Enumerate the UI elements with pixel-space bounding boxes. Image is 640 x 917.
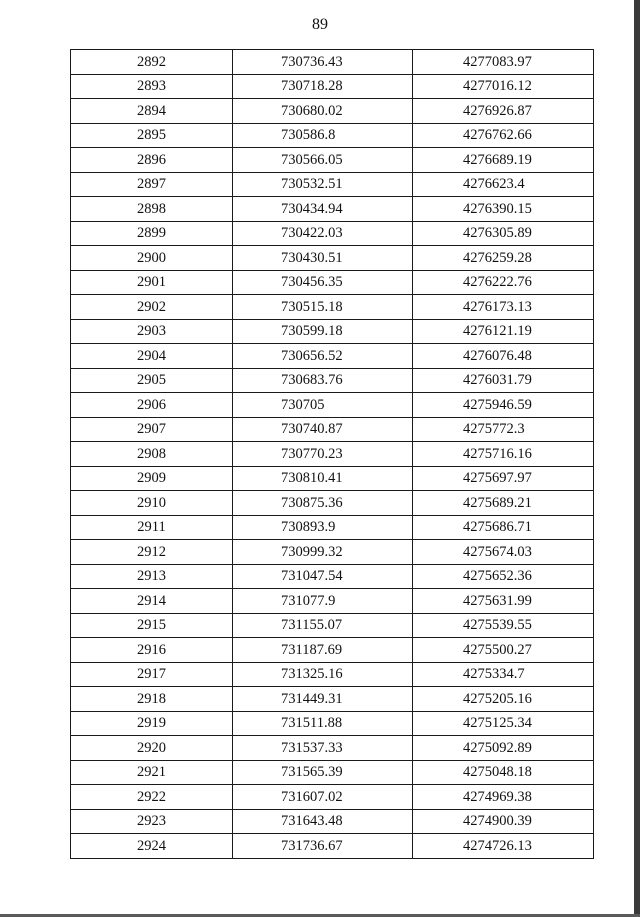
y-coordinate-cell: 4275205.16 bbox=[413, 687, 594, 712]
table-row bbox=[71, 785, 594, 810]
table-row bbox=[71, 74, 594, 99]
x-coordinate-cell: 730656.52 bbox=[233, 344, 413, 369]
point-number-cell: 2924 bbox=[71, 834, 233, 859]
y-coordinate-cell: 4276121.19 bbox=[413, 319, 594, 344]
y-coordinate-cell: 4275674.03 bbox=[413, 540, 594, 565]
point-number-cell: 2920 bbox=[71, 736, 233, 761]
table-row bbox=[71, 809, 594, 834]
y-coordinate-cell: 4276173.13 bbox=[413, 295, 594, 320]
table-row bbox=[71, 295, 594, 320]
point-number-cell: 2909 bbox=[71, 466, 233, 491]
point-number-cell: 2895 bbox=[71, 123, 233, 148]
point-number-cell: 2915 bbox=[71, 613, 233, 638]
table-row bbox=[71, 221, 594, 246]
table-row bbox=[71, 589, 594, 614]
table-row bbox=[71, 417, 594, 442]
point-number-cell: 2904 bbox=[71, 344, 233, 369]
x-coordinate-cell: 730683.76 bbox=[233, 368, 413, 393]
y-coordinate-cell: 4275686.71 bbox=[413, 515, 594, 540]
y-coordinate-cell: 4276926.87 bbox=[413, 99, 594, 124]
point-number-cell: 2922 bbox=[71, 785, 233, 810]
x-coordinate-cell: 730515.18 bbox=[233, 295, 413, 320]
point-number-cell: 2901 bbox=[71, 270, 233, 295]
table-row bbox=[71, 515, 594, 540]
y-coordinate-cell: 4274969.38 bbox=[413, 785, 594, 810]
table-row bbox=[71, 344, 594, 369]
point-number-cell: 2911 bbox=[71, 515, 233, 540]
x-coordinate-cell: 730680.02 bbox=[233, 99, 413, 124]
y-coordinate-cell: 4275334.7 bbox=[413, 662, 594, 687]
y-coordinate-cell: 4276305.89 bbox=[413, 221, 594, 246]
y-coordinate-cell: 4275092.89 bbox=[413, 736, 594, 761]
y-coordinate-cell: 4275631.99 bbox=[413, 589, 594, 614]
table-row bbox=[71, 736, 594, 761]
y-coordinate-cell: 4274900.39 bbox=[413, 809, 594, 834]
y-coordinate-cell: 4276623.4 bbox=[413, 172, 594, 197]
y-coordinate-cell: 4277016.12 bbox=[413, 74, 594, 99]
point-number-cell: 2916 bbox=[71, 638, 233, 663]
x-coordinate-cell: 730532.51 bbox=[233, 172, 413, 197]
x-coordinate-cell: 730770.23 bbox=[233, 442, 413, 467]
table-row bbox=[71, 540, 594, 565]
scan-edge-shadow bbox=[634, 0, 640, 917]
point-number-cell: 2896 bbox=[71, 148, 233, 173]
table-row bbox=[71, 711, 594, 736]
table-row bbox=[71, 466, 594, 491]
y-coordinate-cell: 4276390.15 bbox=[413, 197, 594, 222]
point-number-cell: 2907 bbox=[71, 417, 233, 442]
point-number-cell: 2900 bbox=[71, 246, 233, 271]
table-row bbox=[71, 687, 594, 712]
x-coordinate-cell: 730875.36 bbox=[233, 491, 413, 516]
point-number-cell: 2893 bbox=[71, 74, 233, 99]
y-coordinate-cell: 4276076.48 bbox=[413, 344, 594, 369]
table-row bbox=[71, 246, 594, 271]
x-coordinate-cell: 730430.51 bbox=[233, 246, 413, 271]
table-row bbox=[71, 99, 594, 124]
x-coordinate-cell: 730434.94 bbox=[233, 197, 413, 222]
point-number-cell: 2897 bbox=[71, 172, 233, 197]
y-coordinate-cell: 4275946.59 bbox=[413, 393, 594, 418]
table-row bbox=[71, 564, 594, 589]
y-coordinate-cell: 4275048.18 bbox=[413, 760, 594, 785]
x-coordinate-cell: 730599.18 bbox=[233, 319, 413, 344]
point-number-cell: 2912 bbox=[71, 540, 233, 565]
table-row bbox=[71, 172, 594, 197]
x-coordinate-cell: 730740.87 bbox=[233, 417, 413, 442]
point-number-cell: 2919 bbox=[71, 711, 233, 736]
x-coordinate-cell: 730893.9 bbox=[233, 515, 413, 540]
y-coordinate-cell: 4276031.79 bbox=[413, 368, 594, 393]
y-coordinate-cell: 4277083.97 bbox=[413, 50, 594, 75]
table-row bbox=[71, 662, 594, 687]
point-number-cell: 2892 bbox=[71, 50, 233, 75]
y-coordinate-cell: 4275689.21 bbox=[413, 491, 594, 516]
point-number-cell: 2906 bbox=[71, 393, 233, 418]
x-coordinate-cell: 730999.32 bbox=[233, 540, 413, 565]
point-number-cell: 2905 bbox=[71, 368, 233, 393]
point-number-cell: 2894 bbox=[71, 99, 233, 124]
table-row bbox=[71, 50, 594, 75]
point-number-cell: 2917 bbox=[71, 662, 233, 687]
table-row bbox=[71, 613, 594, 638]
table-row bbox=[71, 760, 594, 785]
table-row bbox=[71, 197, 594, 222]
point-number-cell: 2899 bbox=[71, 221, 233, 246]
x-coordinate-cell: 730736.43 bbox=[233, 50, 413, 75]
y-coordinate-cell: 4275652.36 bbox=[413, 564, 594, 589]
y-coordinate-cell: 4276762.66 bbox=[413, 123, 594, 148]
y-coordinate-cell: 4275125.34 bbox=[413, 711, 594, 736]
table-body bbox=[71, 50, 594, 859]
y-coordinate-cell: 4274726.13 bbox=[413, 834, 594, 859]
y-coordinate-cell: 4276689.19 bbox=[413, 148, 594, 173]
y-coordinate-cell: 4275716.16 bbox=[413, 442, 594, 467]
y-coordinate-cell: 4276222.76 bbox=[413, 270, 594, 295]
point-number-cell: 2902 bbox=[71, 295, 233, 320]
point-number-cell: 2921 bbox=[71, 760, 233, 785]
x-coordinate-cell: 730718.28 bbox=[233, 74, 413, 99]
point-number-cell: 2908 bbox=[71, 442, 233, 467]
point-number-cell: 2923 bbox=[71, 809, 233, 834]
x-coordinate-cell: 731511.88 bbox=[233, 711, 413, 736]
x-coordinate-cell: 731607.02 bbox=[233, 785, 413, 810]
table-row bbox=[71, 491, 594, 516]
table-row bbox=[71, 834, 594, 859]
x-coordinate-cell: 731325.16 bbox=[233, 662, 413, 687]
y-coordinate-cell: 4275539.55 bbox=[413, 613, 594, 638]
x-coordinate-cell: 730810.41 bbox=[233, 466, 413, 491]
x-coordinate-cell: 730422.03 bbox=[233, 221, 413, 246]
table-row bbox=[71, 393, 594, 418]
page-number: 89 bbox=[312, 16, 328, 33]
x-coordinate-cell: 731047.54 bbox=[233, 564, 413, 589]
x-coordinate-cell: 731537.33 bbox=[233, 736, 413, 761]
table-row bbox=[71, 319, 594, 344]
y-coordinate-cell: 4275772.3 bbox=[413, 417, 594, 442]
x-coordinate-cell: 731155.07 bbox=[233, 613, 413, 638]
point-number-cell: 2918 bbox=[71, 687, 233, 712]
x-coordinate-cell: 731187.69 bbox=[233, 638, 413, 663]
table-row bbox=[71, 368, 594, 393]
coordinate-table-container bbox=[70, 49, 593, 859]
table-row bbox=[71, 148, 594, 173]
x-coordinate-cell: 731449.31 bbox=[233, 687, 413, 712]
table-row bbox=[71, 270, 594, 295]
table-row bbox=[71, 442, 594, 467]
y-coordinate-cell: 4275500.27 bbox=[413, 638, 594, 663]
point-number-cell: 2898 bbox=[71, 197, 233, 222]
y-coordinate-cell: 4276259.28 bbox=[413, 246, 594, 271]
x-coordinate-cell: 731643.48 bbox=[233, 809, 413, 834]
x-coordinate-cell: 730705 bbox=[233, 393, 413, 418]
x-coordinate-cell: 731565.39 bbox=[233, 760, 413, 785]
x-coordinate-cell: 731736.67 bbox=[233, 834, 413, 859]
x-coordinate-cell: 730456.35 bbox=[233, 270, 413, 295]
x-coordinate-cell: 731077.9 bbox=[233, 589, 413, 614]
point-number-cell: 2914 bbox=[71, 589, 233, 614]
point-number-cell: 2903 bbox=[71, 319, 233, 344]
point-number-cell: 2910 bbox=[71, 491, 233, 516]
x-coordinate-cell: 730586.8 bbox=[233, 123, 413, 148]
y-coordinate-cell: 4275697.97 bbox=[413, 466, 594, 491]
x-coordinate-cell: 730566.05 bbox=[233, 148, 413, 173]
table-row bbox=[71, 638, 594, 663]
table-row bbox=[71, 123, 594, 148]
coordinate-table bbox=[70, 49, 594, 859]
point-number-cell: 2913 bbox=[71, 564, 233, 589]
